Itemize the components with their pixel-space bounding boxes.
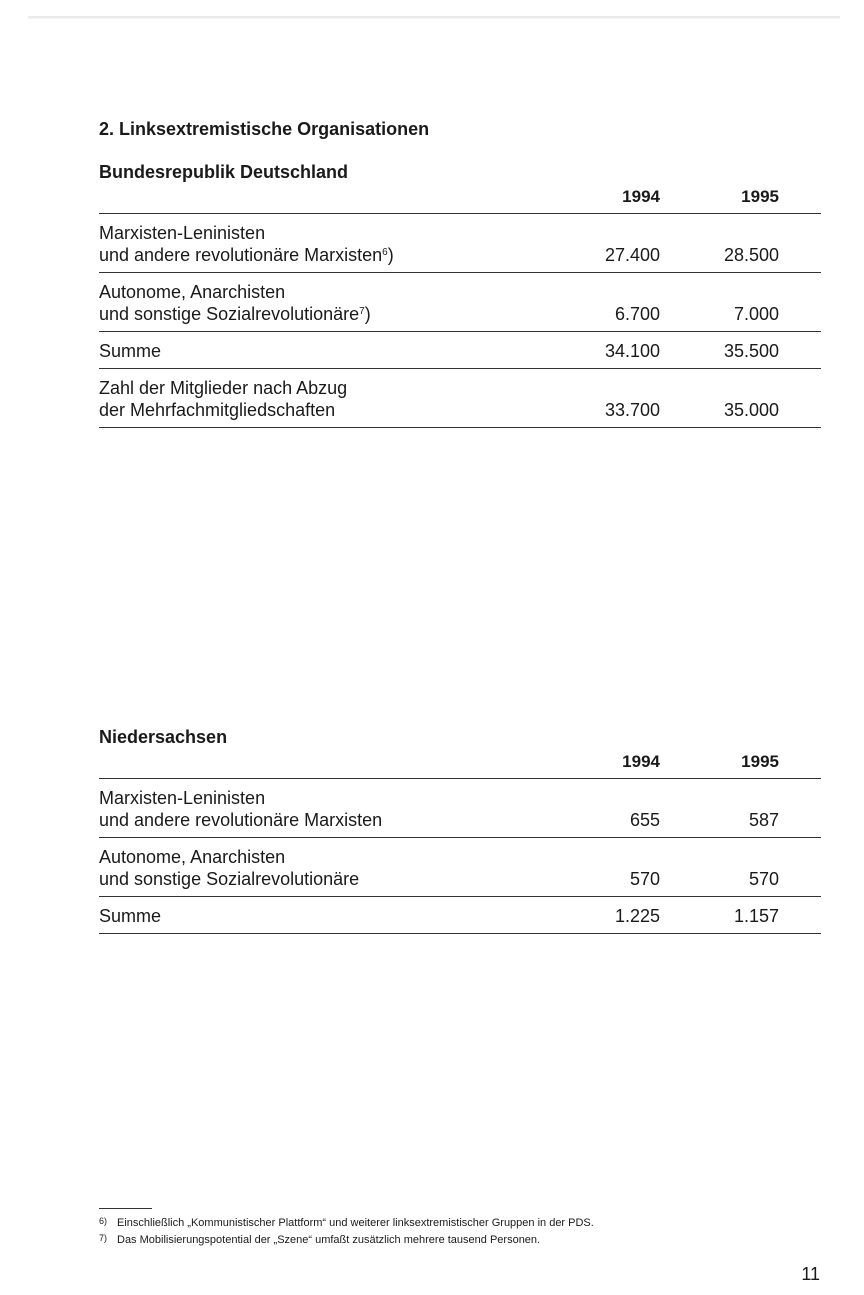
value-1994: 655 xyxy=(629,810,660,830)
row-label-line-2-text: und andere revolutionäre Marxisten xyxy=(99,245,383,265)
top-edge-rule xyxy=(28,16,840,19)
row-label-line-2: der Mehrfachmitgliedschaften xyxy=(99,400,336,420)
table-region-title: Bundesrepublik Deutschland xyxy=(99,162,349,182)
table-row-summe xyxy=(99,332,821,369)
row-label-line-2 xyxy=(99,244,394,266)
footnote-paren: ) xyxy=(364,304,371,324)
table-row-autonome-anarchisten xyxy=(99,838,821,897)
row-label-line-2: und andere revolutionäre Marxisten xyxy=(99,810,383,830)
row-label xyxy=(99,787,382,831)
footnote-7 xyxy=(99,1231,594,1248)
footnote-paren: ) xyxy=(387,245,394,265)
value-1994: 1.225 xyxy=(614,906,660,926)
row-label-line-2-text: und sonstige Sozialrevolutionäre xyxy=(99,304,360,324)
footnote-mark: 7) xyxy=(99,1233,108,1243)
value-1994: 6.700 xyxy=(614,304,660,324)
footnotes xyxy=(99,1214,594,1248)
page-number: 11 xyxy=(801,1264,820,1284)
table-row-mitglieder-nach-abzug xyxy=(99,369,821,428)
footnote-mark: 6) xyxy=(99,1216,108,1226)
table-header-row xyxy=(99,749,821,779)
value-1995: 570 xyxy=(748,869,779,889)
year-header-1994: 1994 xyxy=(622,187,660,206)
value-1994: 570 xyxy=(629,869,660,889)
table-row-autonome-anarchisten xyxy=(99,273,821,332)
table-row-marxisten-leninisten xyxy=(99,779,821,838)
table-bundesrepublik xyxy=(99,160,821,428)
footnote-6 xyxy=(99,1214,594,1231)
footnote-separator xyxy=(99,1208,152,1209)
row-label xyxy=(99,222,394,266)
year-header-1994: 1994 xyxy=(622,752,660,771)
row-label-line-1: Zahl der Mitglieder nach Abzug xyxy=(99,378,348,398)
row-label-line-1: Autonome, Anarchisten xyxy=(99,282,286,302)
table-row-marxisten-leninisten xyxy=(99,214,821,273)
year-header-1995: 1995 xyxy=(741,187,779,206)
row-label xyxy=(99,377,347,421)
footnote-text: Einschließlich „Kommunistischer Plattform“ und weiterer linksextremistischer Gruppen in der PDS. xyxy=(117,1217,594,1229)
row-label xyxy=(99,281,371,325)
value-1995: 1.157 xyxy=(733,906,779,926)
table-region-title: Niedersachsen xyxy=(99,727,228,747)
row-label xyxy=(99,846,359,890)
value-1995: 35.000 xyxy=(723,400,779,420)
value-1994: 34.100 xyxy=(604,341,660,361)
value-1995: 28.500 xyxy=(723,245,779,265)
row-label: Summe xyxy=(99,341,162,361)
row-label-line-2: und sonstige Sozialrevolutionäre xyxy=(99,869,360,889)
footnote-mark-7: 7 xyxy=(359,306,365,317)
table-header-row xyxy=(99,184,821,214)
row-label-line-2 xyxy=(99,303,371,325)
row-label: Summe xyxy=(99,906,162,926)
footnote-text: Das Mobilisierungspotential der „Szene“ umfaßt zusätzlich mehrere tausend Personen. xyxy=(117,1234,541,1246)
value-1995: 587 xyxy=(748,810,779,830)
row-label-line-1: Autonome, Anarchisten xyxy=(99,847,286,867)
row-label-line-1: Marxisten-Leninisten xyxy=(99,788,266,808)
year-header-1995: 1995 xyxy=(741,752,779,771)
section-title: 2. Linksextremistische Organisationen xyxy=(99,119,430,139)
value-1994: 33.700 xyxy=(604,400,660,420)
value-1995: 7.000 xyxy=(733,304,779,324)
value-1994: 27.400 xyxy=(604,245,660,265)
table-row-summe xyxy=(99,897,821,934)
footnote-mark-6: 6 xyxy=(382,247,388,258)
value-1995: 35.500 xyxy=(723,341,779,361)
row-label-line-1: Marxisten-Leninisten xyxy=(99,223,266,243)
table-niedersachsen xyxy=(99,725,821,934)
